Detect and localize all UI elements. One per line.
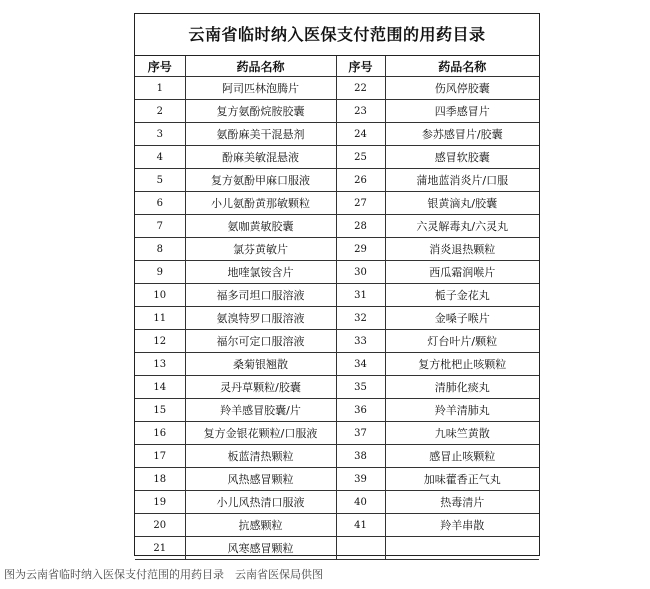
right-seq-cell: 28 [336,215,385,238]
left-name-cell: 小儿氨酚黄那敏颗粒 [185,192,336,215]
left-seq-cell: 3 [135,123,185,146]
right-seq-cell: 26 [336,169,385,192]
table-row [135,238,539,261]
right-name-cell: 羚羊清肺丸 [385,399,539,422]
right-seq-cell: 38 [336,445,385,468]
left-seq-cell: 11 [135,307,185,330]
right-name-cell: 消炎退热颗粒 [385,238,539,261]
document-title: 云南省临时纳入医保支付范围的用药目录 [135,14,539,56]
right-seq-cell: 40 [336,491,385,514]
right-seq-cell: 22 [336,77,385,100]
left-name-cell: 风寒感冒颗粒 [185,537,336,560]
right-seq-cell: 41 [336,514,385,537]
drug-list-document [134,13,540,556]
table-row [135,399,539,422]
right-seq-cell: 32 [336,307,385,330]
right-seq-cell: 23 [336,100,385,123]
left-name-cell: 抗感颗粒 [185,514,336,537]
left-seq-cell: 12 [135,330,185,353]
left-name-cell: 复方金银花颗粒/口服液 [185,422,336,445]
right-seq-cell: 24 [336,123,385,146]
right-seq-cell: 37 [336,422,385,445]
right-name-cell: 六灵解毒丸/六灵丸 [385,215,539,238]
right-name-cell: 蒲地蓝消炎片/口服 [385,169,539,192]
right-seq-cell: 35 [336,376,385,399]
table-row [135,468,539,491]
left-seq-cell: 19 [135,491,185,514]
table-row [135,537,539,560]
table-row [135,330,539,353]
left-name-cell: 氨溴特罗口服溶液 [185,307,336,330]
table-row [135,422,539,445]
left-name-cell: 地喹氯铵含片 [185,261,336,284]
table-row [135,307,539,330]
right-seq-cell: 34 [336,353,385,376]
table-row [135,284,539,307]
right-seq-cell: 30 [336,261,385,284]
left-seq-cell: 13 [135,353,185,376]
table-header-row [135,56,539,77]
left-seq-cell: 5 [135,169,185,192]
table-row [135,261,539,284]
right-seq-cell: 33 [336,330,385,353]
table-row [135,514,539,537]
left-seq-cell: 4 [135,146,185,169]
header-seq-left: 序号 [135,56,185,77]
right-name-cell: 银黄滴丸/胶囊 [385,192,539,215]
left-seq-cell: 16 [135,422,185,445]
right-seq-cell: 25 [336,146,385,169]
right-name-cell: 伤风停胶囊 [385,77,539,100]
left-name-cell: 小儿风热清口服液 [185,491,336,514]
right-name-cell: 参苏感冒片/胶囊 [385,123,539,146]
right-name-cell: 九味竺黄散 [385,422,539,445]
right-name-cell: 清肺化痰丸 [385,376,539,399]
table-row [135,100,539,123]
left-seq-cell: 10 [135,284,185,307]
left-name-cell: 酚麻美敏混悬液 [185,146,336,169]
right-seq-cell [336,537,385,560]
right-name-cell: 加味藿香正气丸 [385,468,539,491]
left-seq-cell: 17 [135,445,185,468]
drug-table [135,56,539,560]
right-seq-cell: 29 [336,238,385,261]
table-row [135,77,539,100]
table-row [135,376,539,399]
table-row [135,146,539,169]
left-seq-cell: 15 [135,399,185,422]
right-name-cell: 西瓜霜润喉片 [385,261,539,284]
left-name-cell: 阿司匹林泡腾片 [185,77,336,100]
table-row [135,169,539,192]
right-name-cell: 灯台叶片/颗粒 [385,330,539,353]
table-row [135,215,539,238]
image-caption: 图为云南省临时纳入医保支付范围的用药目录 云南省医保局供图 [4,568,323,581]
left-name-cell: 灵丹草颗粒/胶囊 [185,376,336,399]
left-name-cell: 风热感冒颗粒 [185,468,336,491]
right-name-cell: 感冒止咳颗粒 [385,445,539,468]
table-body [135,77,539,560]
left-seq-cell: 8 [135,238,185,261]
table-row [135,491,539,514]
header-name-left: 药品名称 [185,56,336,77]
left-seq-cell: 14 [135,376,185,399]
left-name-cell: 复方氨酚烷胺胶囊 [185,100,336,123]
right-seq-cell: 36 [336,399,385,422]
left-name-cell: 复方氨酚甲麻口服液 [185,169,336,192]
left-name-cell: 氨咖黄敏胶囊 [185,215,336,238]
right-seq-cell: 27 [336,192,385,215]
left-name-cell: 氯芬黄敏片 [185,238,336,261]
left-name-cell: 羚羊感冒胶囊/片 [185,399,336,422]
right-name-cell: 金嗓子喉片 [385,307,539,330]
table-row [135,445,539,468]
left-seq-cell: 6 [135,192,185,215]
left-name-cell: 福多司坦口服溶液 [185,284,336,307]
right-name-cell: 四季感冒片 [385,100,539,123]
left-seq-cell: 18 [135,468,185,491]
left-seq-cell: 9 [135,261,185,284]
right-name-cell [385,537,539,560]
right-name-cell: 复方枇杷止咳颗粒 [385,353,539,376]
right-name-cell: 羚羊串散 [385,514,539,537]
left-name-cell: 氨酚麻美干混悬剂 [185,123,336,146]
table-row [135,353,539,376]
right-seq-cell: 39 [336,468,385,491]
right-seq-cell: 31 [336,284,385,307]
left-seq-cell: 2 [135,100,185,123]
table-row [135,192,539,215]
header-seq-right: 序号 [336,56,385,77]
left-seq-cell: 7 [135,215,185,238]
header-name-right: 药品名称 [385,56,539,77]
right-name-cell: 栀子金花丸 [385,284,539,307]
right-name-cell: 热毒清片 [385,491,539,514]
table-row [135,123,539,146]
right-name-cell: 感冒软胶囊 [385,146,539,169]
left-seq-cell: 1 [135,77,185,100]
left-seq-cell: 20 [135,514,185,537]
left-seq-cell: 21 [135,537,185,560]
left-name-cell: 板蓝清热颗粒 [185,445,336,468]
left-name-cell: 桑菊银翘散 [185,353,336,376]
left-name-cell: 福尔可定口服溶液 [185,330,336,353]
